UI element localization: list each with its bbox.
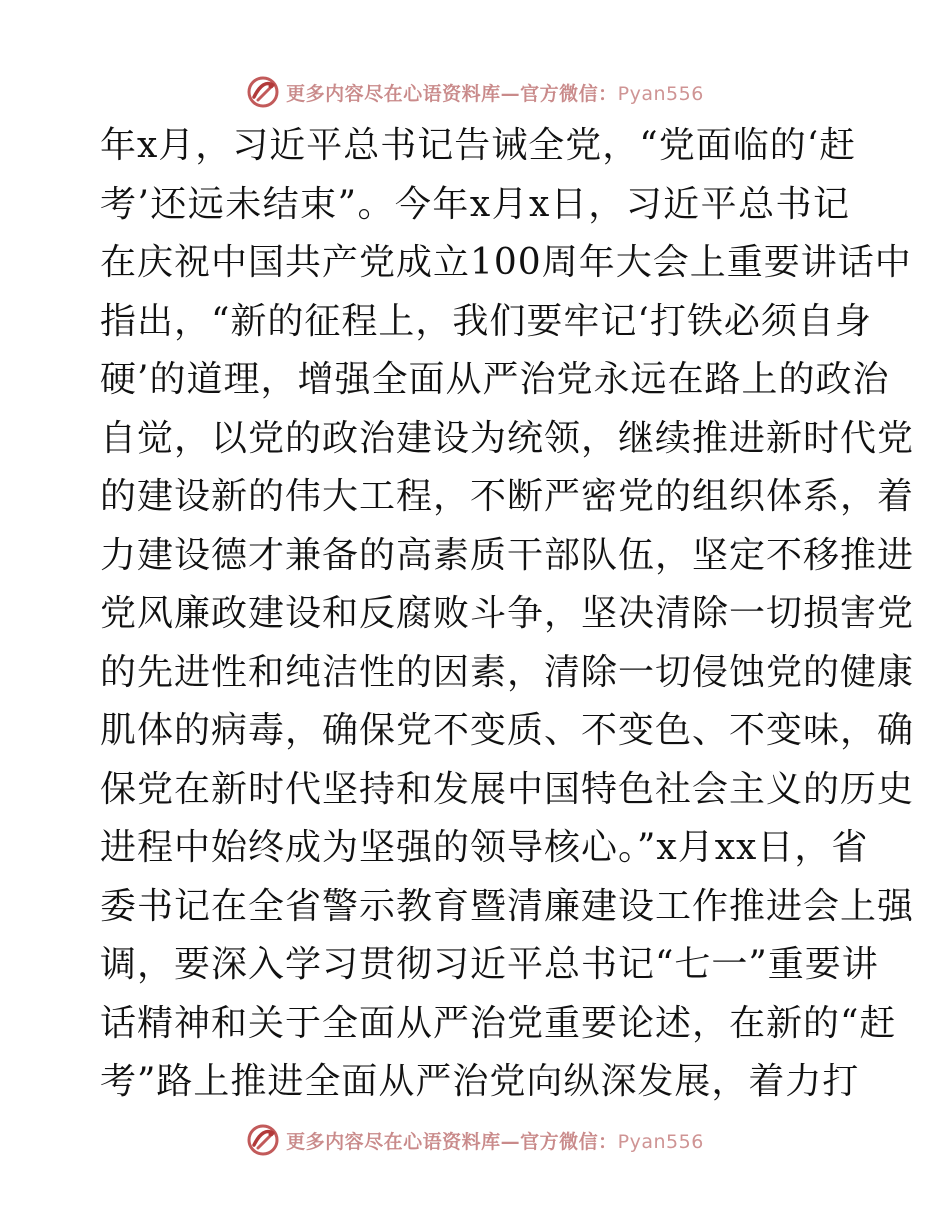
text-line: 党风廉政建设和反腐败斗争，坚决清除一切损害党 — [100, 593, 915, 634]
text-line: 委书记在全省警示教育暨清廉建设工作推进会上强 — [100, 885, 915, 927]
text-line: 话精神和关于全面从严治党重要论述，在新的“赶 — [100, 1002, 897, 1044]
watermark-text: 更多内容尽在心语资料库—官方微信：Pyan556 — [286, 1130, 704, 1153]
text-line: 考”路上推进全面从严治党向纵深发展，着力打 — [100, 1061, 860, 1102]
text-line: 考’还远未结束”。今年x月x日，习近平总书记 — [100, 183, 850, 225]
text-line: 进程中始终成为坚强的领导核心。”x月xx日，省 — [100, 827, 869, 868]
document-body — [100, 117, 915, 1112]
text-line: 硬’的道理，增强全面从严治党永远在路上的政治 — [100, 359, 890, 400]
watermark-text: 更多内容尽在心语资料库—官方微信：Pyan556 — [286, 82, 704, 105]
text-line: 年x月，习近平总书记告诫全党，“党面临的‘赶 — [100, 125, 857, 166]
header-watermark — [0, 72, 950, 112]
text-line: 的先进性和纯洁性的因素，清除一切侵蚀党的健康 — [100, 651, 915, 693]
text-line: 的建设新的伟大工程，不断严密党的组织体系，着 — [100, 476, 915, 517]
text-line: 指出，“新的征程上，我们要牢记‘打铁必须自身 — [100, 300, 872, 342]
text-line: 肌体的病毒，确保党不变质、不变色、不变味，确 — [100, 710, 915, 751]
text-line: 力建设德才兼备的高素质干部队伍，坚定不移推进 — [100, 534, 915, 576]
watermark-logo-icon — [246, 75, 280, 109]
text-line: 保党在新时代坚持和发展中国特色社会主义的历史 — [100, 768, 915, 810]
footer-watermark — [0, 1120, 950, 1160]
text-line: 自觉，以党的政治建设为统领，继续推进新时代党 — [100, 417, 915, 459]
text-line: 调，要深入学习贯彻习近平总书记“七一”重要讲 — [100, 944, 879, 985]
text-line: 在庆祝中国共产党成立100周年大会上重要讲话中 — [100, 242, 912, 283]
watermark-logo-icon — [246, 1123, 280, 1157]
